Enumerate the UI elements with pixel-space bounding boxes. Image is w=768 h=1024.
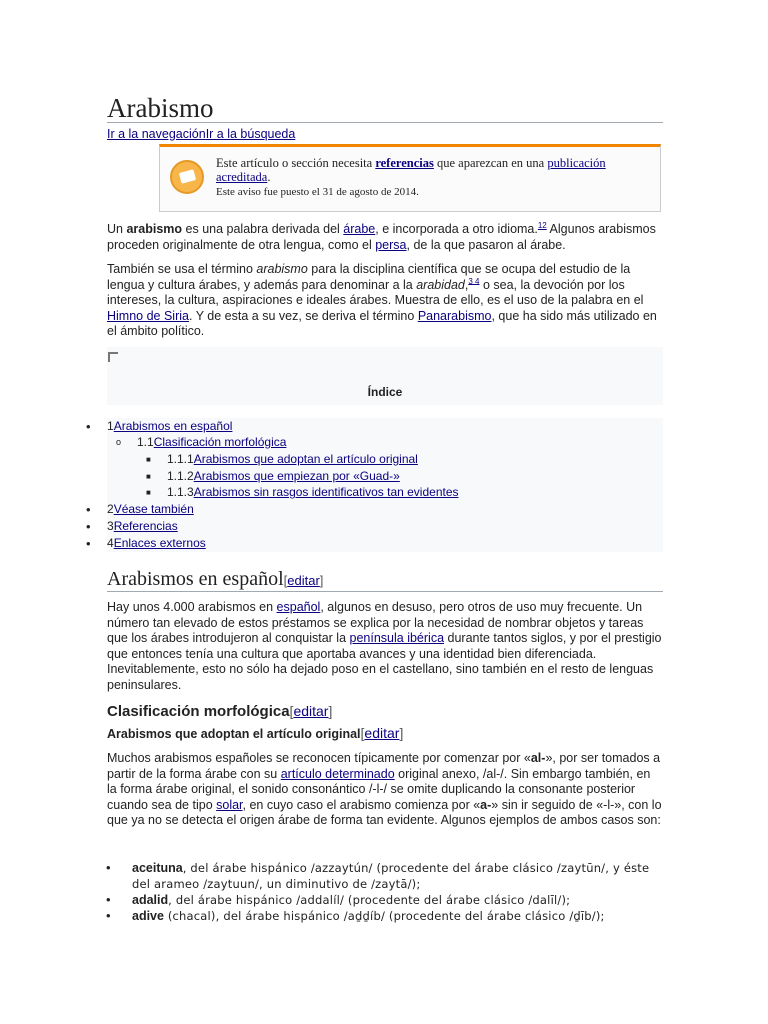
toc-title: Índice <box>367 385 403 399</box>
examples-list <box>107 860 663 924</box>
notice-date: Este aviso fue puesto el 31 de agosto de 2014. <box>216 186 419 198</box>
edit-section-link[interactable]: [editar] <box>360 725 404 741</box>
arabe-link[interactable]: árabe <box>343 222 376 236</box>
jump-to-navigation-link[interactable]: Ir a la navegación <box>107 127 206 141</box>
subsection-heading-clasificacion: Clasificación morfológica[editar] <box>107 703 333 720</box>
panarabismo-link[interactable]: Panarabismo <box>417 308 492 323</box>
ref-link[interactable]: 12 <box>537 220 547 230</box>
book-icon <box>170 160 204 194</box>
jump-links <box>107 127 295 141</box>
solar-link[interactable]: solar <box>216 797 243 812</box>
subsubsection-heading-articulo: Arabismos que adoptan el artículo original[editar] <box>107 725 404 741</box>
intro-paragraph: Un arabismo es una palabra derivada del árabe, e incorporada a otro idioma.$^{12}$ Algunos arabismos proceden originalmente de otra lengua, como el persa, de la que pasaron al árabe. <box>107 220 656 252</box>
edit-section-link[interactable]: [editar] <box>283 573 324 588</box>
espanol-link[interactable]: español <box>276 600 321 614</box>
section-paragraph: Hay unos 4.000 arabismos en español, algunos en desuso, pero otros de uso muy frecuente. Un número tan elevado de estos préstamos se explica por la necesidad de nombrar objetos y tareas que los árabes introdujeron al conquistar la península ibérica durante tantos siglos, y por el prestigio que entonces tenía una cultura que aportaba avances y una identidad bien diferenciada. Inevitablemente, esto no sólo ha dejado poso en el castellano, sino también en el resto de lenguas peninsulares. <box>107 600 662 692</box>
publication-link[interactable]: publicación acreditada <box>216 156 606 184</box>
page-title: Arabismo <box>107 91 663 123</box>
references-link[interactable]: referencias <box>375 156 434 170</box>
articulo-determinado-link[interactable]: artículo determinado <box>280 766 395 781</box>
toc-toggle-checkbox[interactable] <box>108 352 118 362</box>
persa-link[interactable]: persa <box>375 237 407 252</box>
ref-link[interactable]: 3 4 <box>468 276 480 286</box>
list-item: • aceituna, del árabe hispánico /azzaytún/ (procedente del árabe clásico /zaytūn/, y éste del arameo /zaytuun/, un diminutivo de /zaytā/); <box>107 860 663 892</box>
peninsula-iberica-link[interactable]: península ibérica <box>349 631 445 645</box>
notice-text: Este artículo o sección necesita referencias que aparezcan en una publicación acreditada. Este aviso fue puesto el 31 de agosto de 2014. <box>216 156 606 198</box>
jump-to-search-link[interactable]: Ir a la búsqueda <box>205 127 296 141</box>
table-of-contents <box>107 347 663 405</box>
section-heading-arabismos-en-espanol: Arabismos en español[editar] <box>107 566 663 592</box>
list-item: • adalid, del árabe hispánico /addalíl/ (procedente del árabe clásico /dalīl/); <box>107 892 663 908</box>
edit-section-link[interactable]: [editar] <box>289 703 333 719</box>
list-item: • adive (chacal), del árabe hispánico /aḏḏíb/ (procedente del árabe clásico /ḏīb/); <box>107 908 663 924</box>
second-paragraph: También se usa el término arabismo para la disciplina científica que se ocupa del estudio de la lengua y cultura árabes, y además para denominar a la arabidad,$^{3 4}$ o sea, la devoción por los intereses, la cultura, aspiraciones e ideales árabes. Muestra de ello, es el uso de la palabra en el Himno de Siria. Y de esta a su vez, se deriva el término Panarabismo, que ha sido más utilizado en el ámbito político. <box>107 262 657 338</box>
references-notice-box <box>159 144 661 212</box>
articulo-paragraph: Muchos arabismos españoles se reconocen típicamente por comenzar por «al-», por ser tomados a partir de la forma árabe con su artículo determinado original anexo, /al-/. Sin embargo también, en la forma árabe original, el sonido consonántico /-l-/ se omite duplicando la consonante posterior cuando sea de tipo solar, en cuyo caso el arabismo comienza por «a-» sin ir seguido de «-l-», con lo que ya no se detecta el origen árabe de forma tan evidente. Algunos ejemplos de ambos casos son: <box>107 751 662 827</box>
himno-de-siria-link[interactable]: Himno de Siria <box>107 308 189 323</box>
